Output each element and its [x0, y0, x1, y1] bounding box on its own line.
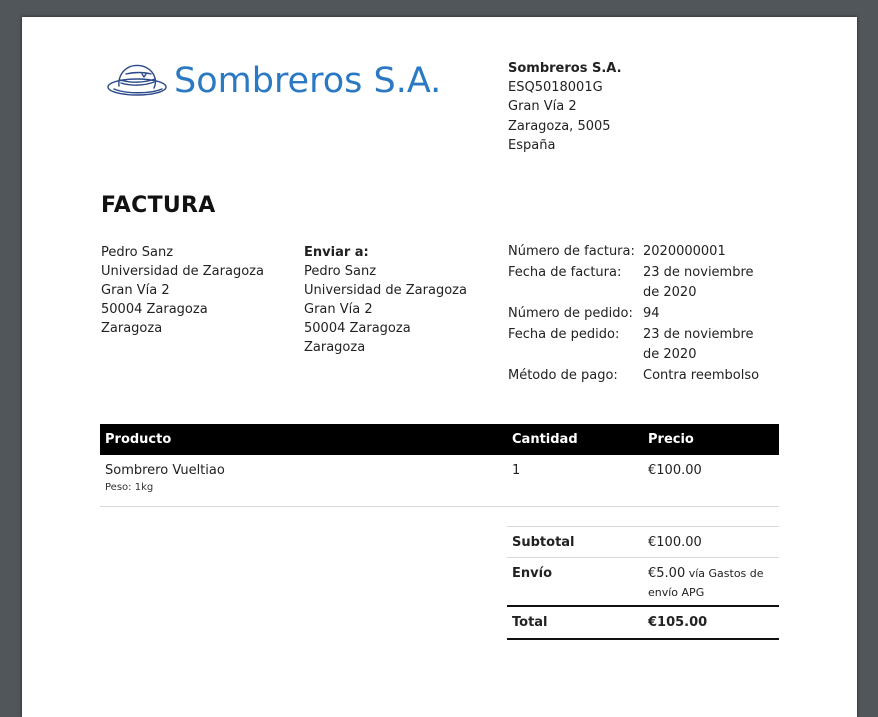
billing-postcode-city: 50004 Zaragoza	[101, 302, 208, 317]
subtotal-label: Subtotal	[512, 534, 575, 550]
header-product: Producto	[105, 432, 172, 447]
product-cell	[100, 463, 507, 506]
shop-tax-id: ESQ5018001G	[508, 80, 603, 96]
billing-address	[101, 243, 264, 338]
items-table	[100, 424, 779, 507]
totals-table	[507, 526, 779, 640]
order-date-label: Fecha de pedido:	[508, 327, 620, 342]
invoice-date-value: 23 de noviembre de 2020	[643, 265, 754, 300]
price-cell: €100.00	[648, 463, 702, 478]
subtotal-row	[507, 526, 779, 557]
hat-logo-icon	[106, 59, 172, 103]
shipping-street: Gran Vía 2	[304, 302, 373, 317]
shipping-method: vía Gastos de envío APG	[648, 567, 764, 599]
invoice-number-value: 2020000001	[643, 244, 726, 259]
subtotal-value: €100.00	[648, 534, 702, 550]
shipping-company: Universidad de Zaragoza	[304, 283, 467, 298]
shipping-value: €5.00	[648, 566, 686, 581]
header-price: Precio	[648, 432, 694, 447]
meta-row	[508, 304, 769, 325]
shipping-value-cell	[643, 564, 779, 602]
total-value: €105.00	[648, 615, 708, 630]
total-row	[507, 605, 779, 640]
meta-row	[508, 242, 769, 263]
product-weight: Peso: 1kg	[105, 482, 154, 493]
header-quantity: Cantidad	[512, 432, 578, 447]
company-brand-name: Sombreros S.A.	[174, 61, 442, 101]
invoice-number-label: Número de factura:	[508, 244, 635, 259]
total-label: Total	[512, 615, 548, 630]
shipping-name: Pedro Sanz	[304, 264, 377, 279]
shipping-state: Zaragoza	[304, 340, 366, 355]
billing-name: Pedro Sanz	[101, 245, 174, 260]
payment-method-value: Contra reembolso	[643, 368, 760, 383]
payment-method-label: Método de pago:	[508, 368, 618, 383]
meta-row	[508, 263, 769, 304]
shop-country: España	[508, 137, 556, 153]
order-number-label: Número de pedido:	[508, 306, 633, 321]
document-title: FACTURA	[101, 193, 216, 218]
shipping-label: Envío	[512, 566, 552, 581]
company-logo	[106, 59, 441, 103]
meta-row	[508, 325, 769, 366]
order-number-value: 94	[643, 306, 660, 321]
invoice-date-label: Fecha de factura:	[508, 265, 622, 280]
shop-address	[508, 59, 622, 155]
shop-name: Sombreros S.A.	[508, 61, 622, 76]
shipping-title: Enviar a:	[304, 245, 369, 260]
billing-street: Gran Vía 2	[101, 283, 170, 298]
shipping-postcode-city: 50004 Zaragoza	[304, 321, 411, 336]
order-details	[508, 242, 769, 387]
shipping-row	[507, 557, 779, 605]
quantity-cell: 1	[512, 463, 521, 478]
shipping-address	[304, 243, 467, 357]
invoice-page	[22, 17, 857, 717]
product-name: Sombrero Vueltiao	[105, 463, 225, 478]
shop-street: Gran Vía 2	[508, 99, 577, 115]
shop-city: Zaragoza, 5005	[508, 118, 611, 134]
billing-company: Universidad de Zaragoza	[101, 264, 264, 279]
order-date-value: 23 de noviembre de 2020	[643, 327, 754, 362]
billing-state: Zaragoza	[101, 321, 163, 336]
items-table-header	[100, 424, 779, 455]
meta-row	[508, 366, 769, 387]
table-row	[100, 455, 779, 507]
